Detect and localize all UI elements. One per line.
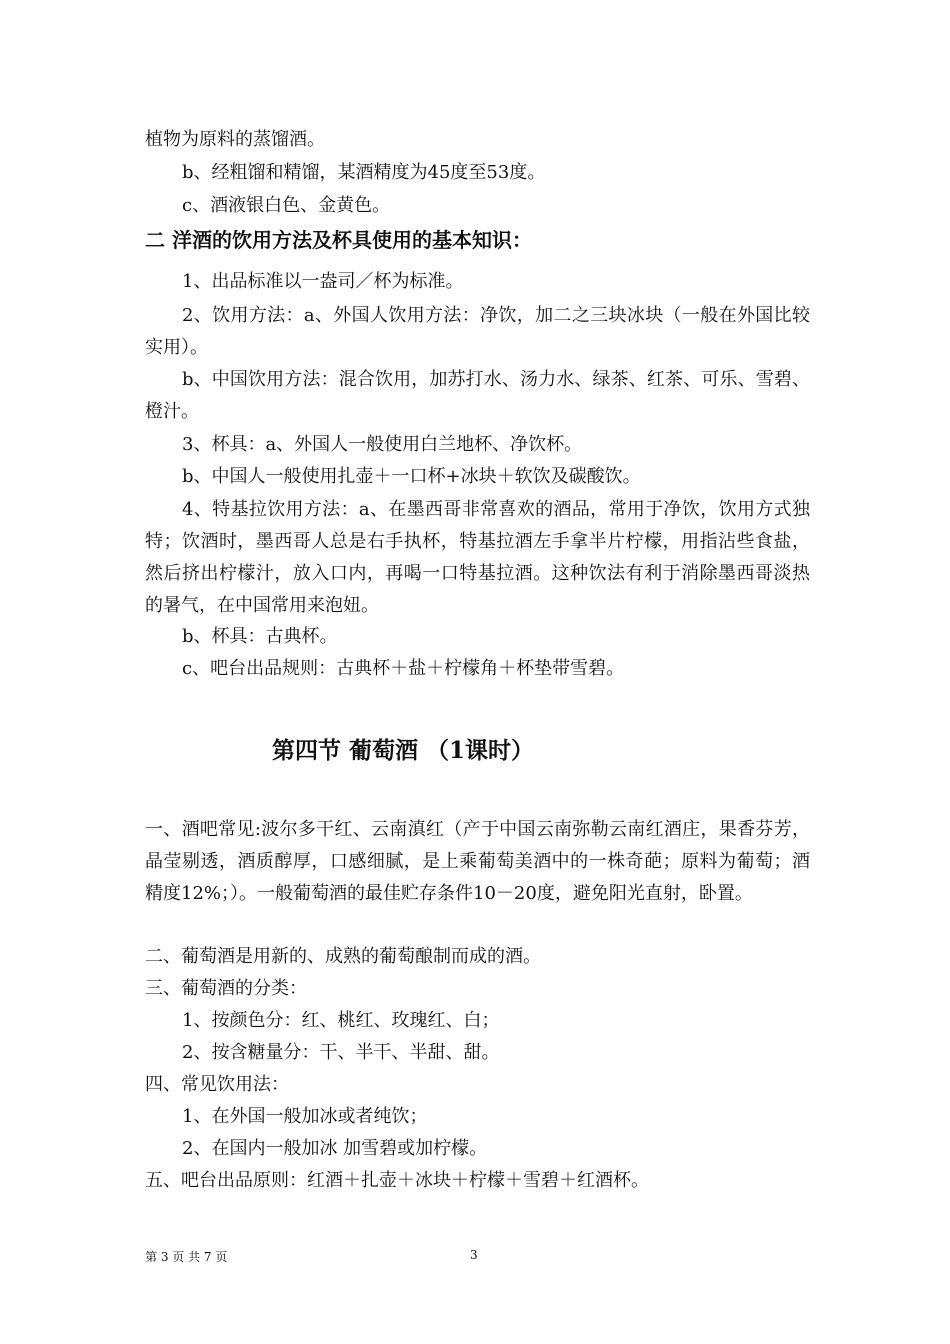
paragraph: 4、特基拉饮用方法：a、在墨西哥非常喜欢的酒品，常用于净饮，饮用方式独特；饮酒时，墨西哥人总是右手执杯，特基拉酒左手拿半片柠檬，用指沾些食盐，然后挤出柠檬汁，放入口内，再喝一口特基拉酒。这种饮法有利于消除墨西哥淡热的暑气，在中国常用来泡妞。 — [145, 499, 810, 616]
page-number: 3 — [470, 1248, 478, 1262]
paragraph-line: b、杯具：古典杯。 — [182, 626, 338, 647]
paragraph: 一、酒吧常见:波尔多干红、云南滇红（产于中国云南弥勒云南红酒庄，果香芬芳，晶莹剔透，酒质醇厚，口感细腻，是上乘葡萄美酒中的一株奇葩；原料为葡萄；酒精度12%；）。一般葡萄酒的最佳贮存条件10－20度，避免阳光直射，卧置。 — [145, 819, 810, 904]
paragraph: b、中国饮用方法：混合饮用，加苏打水、汤力水、绿茶、红茶、可乐、雪碧、橙汁。 — [145, 369, 810, 422]
chapter-title: 第四节 葡萄酒 （1课时） — [272, 737, 535, 764]
page-info: 第 3 页 共 7 页 — [145, 1250, 228, 1264]
paragraph-line: 3、杯具：a、外国人一般使用白兰地杯、净饮杯。 — [182, 434, 583, 455]
paragraph-line: b、经粗馏和精馏，某酒精度为45度至53度。 — [182, 162, 546, 183]
paragraph-line: 植物为原料的蒸馏酒。 — [145, 129, 325, 150]
paragraph-line: c、吧台出品规则：古典杯＋盐＋柠檬角＋杯垫带雪碧。 — [182, 658, 625, 679]
paragraph-line: 1、在外国一般加冰或者纯饮； — [182, 1106, 428, 1127]
paragraph: 2、饮用方法：a、外国人饮用方法：净饮，加二之三块冰块（一般在外国比较实用）。 — [145, 305, 810, 358]
paragraph-line: 二、葡萄酒是用新的、成熟的葡萄酿制而成的酒。 — [145, 946, 541, 967]
paragraph-line: 1、按颜色分：红、桃红、玫瑰红、白； — [182, 1010, 500, 1031]
paragraph-line: 2、在国内一般加冰 加雪碧或加柠檬。 — [182, 1138, 488, 1159]
paragraph-line: c、酒液银白色、金黄色。 — [182, 195, 391, 216]
paragraph-line: 五、吧台出品原则：红酒＋扎壶＋冰块＋柠檬＋雪碧＋红酒杯。 — [145, 1170, 649, 1191]
paragraph-line: 三、葡萄酒的分类： — [145, 978, 307, 999]
paragraph-line: 四、常见饮用法： — [145, 1074, 289, 1095]
section-heading: 二 洋酒的饮用方法及杯具使用的基本知识： — [145, 228, 532, 252]
paragraph-line: b、中国人一般使用扎壶＋一口杯+冰块＋软饮及碳酸饮。 — [182, 466, 641, 487]
paragraph-line: 2、按含糖量分：干、半干、半甜、甜。 — [182, 1042, 500, 1063]
paragraph-line: 1、出品标准以一盎司／杯为标准。 — [182, 271, 464, 292]
